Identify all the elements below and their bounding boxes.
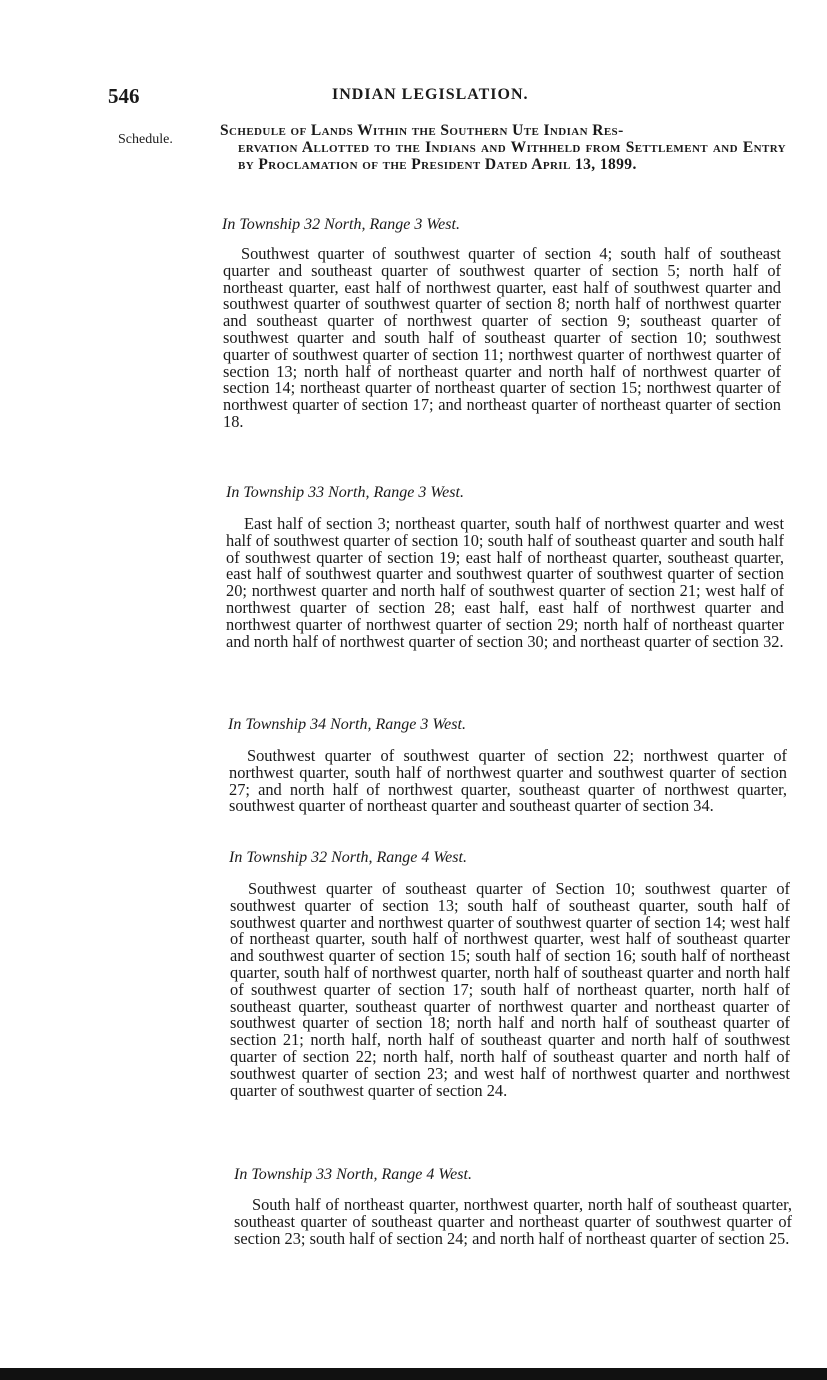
running-title: INDIAN LEGISLATION. xyxy=(332,86,529,103)
township-heading: In Township 34 North, Range 3 West. xyxy=(228,716,466,733)
page-number: 546 xyxy=(108,84,140,108)
schedule-title-continuation: ervation Allotted to the Indians and Withheld from Settlement and Entry by Proclamation of the President Dated April 13, 1899. xyxy=(238,139,786,173)
township-heading: In Township 32 North, Range 4 West. xyxy=(229,849,467,866)
margin-note: Schedule. xyxy=(118,132,173,147)
township-paragraph: East half of section 3; northeast quarter, south half of northwest quarter and west half of southwest quarter of section 10; south half of southeast quarter and south half of southwest quarter of section 19; east half of northeast quarter, southeast quarter, east half of southwest quarter and southwest quarter of southwest quarter of section 20; northwest quarter and north half of southwest quarter of section 21; west half of northwest quarter of section 28; east half, east half of northwest quarter and northwest quarter of northwest quarter of section 29; north half of northeast quarter and north half of northwest quarter of section 30; and northeast quarter of section 32. xyxy=(226,514,784,651)
schedule-title xyxy=(220,122,786,173)
township-paragraph: South half of northeast quarter, northwest quarter, north half of southeast quarter, southeast quarter of southeast quarter and northeast quarter of southwest quarter of section 23; south half of section 24; and north half of northeast quarter of section 25. xyxy=(234,1195,792,1248)
schedule-title-first-line: Schedule of Lands Within the Southern Ute Indian Res- xyxy=(220,122,624,139)
page-bottom-edge xyxy=(0,1368,827,1380)
township-heading: In Township 33 North, Range 4 West. xyxy=(234,1166,472,1183)
township-paragraph: Southwest quarter of southeast quarter of Section 10; southwest quarter of southwest quarter of section 13; south half of southeast quarter, south half of southwest quarter and northwest quarter of southwest quarter of section 14; west half of northeast quarter, south half of northwest quarter, west half of southeast quarter and southwest quarter of section 15; south half of section 16; south half of northeast quarter, south half of northwest quarter, north half of southeast quarter and north half of southwest quarter of section 17; south half of northeast quarter, north half of southeast quarter, southeast quarter of northwest quarter and northeast quarter of southwest quarter of section 18; north half and north half of southeast quarter of section 21; north half, north half of southeast quarter and north half of southwest quarter of section 22; north half, north half of southeast quarter and north half of southwest quarter of section 23; and west half of northwest quarter and northwest quarter of southwest quarter of section 24. xyxy=(230,879,790,1100)
township-heading: In Township 32 North, Range 3 West. xyxy=(222,216,460,233)
township-paragraph: Southwest quarter of southwest quarter of section 22; northwest quarter of northwest quarter, south half of northwest quarter and southwest quarter of section 27; and north half of northwest quarter, southeast quarter of northwest quarter, southwest quarter of northeast quarter and southeast quarter of section 34. xyxy=(229,746,787,816)
township-heading: In Township 33 North, Range 3 West. xyxy=(226,484,464,501)
township-paragraph: Southwest quarter of southwest quarter of section 4; south half of southeast quarter and southeast quarter of southwest quarter of section 5; north half of northeast quarter, east half of northwest quarter, east half of southwest quarter and southwest quarter of southwest quarter of section 8; north half of northwest quarter and southeast quarter of northwest quarter of section 9; southeast quarter of southwest quarter and south half of southeast quarter of section 10; southwest quarter of southwest quarter of section 11; northwest quarter of northwest quarter of section 13; north half of northeast quarter and north half of northwest quarter of section 14; northeast quarter of northeast quarter of section 15; northwest quarter of northwest quarter of section 17; and northeast quarter of northeast quarter of section 18. xyxy=(223,244,781,431)
